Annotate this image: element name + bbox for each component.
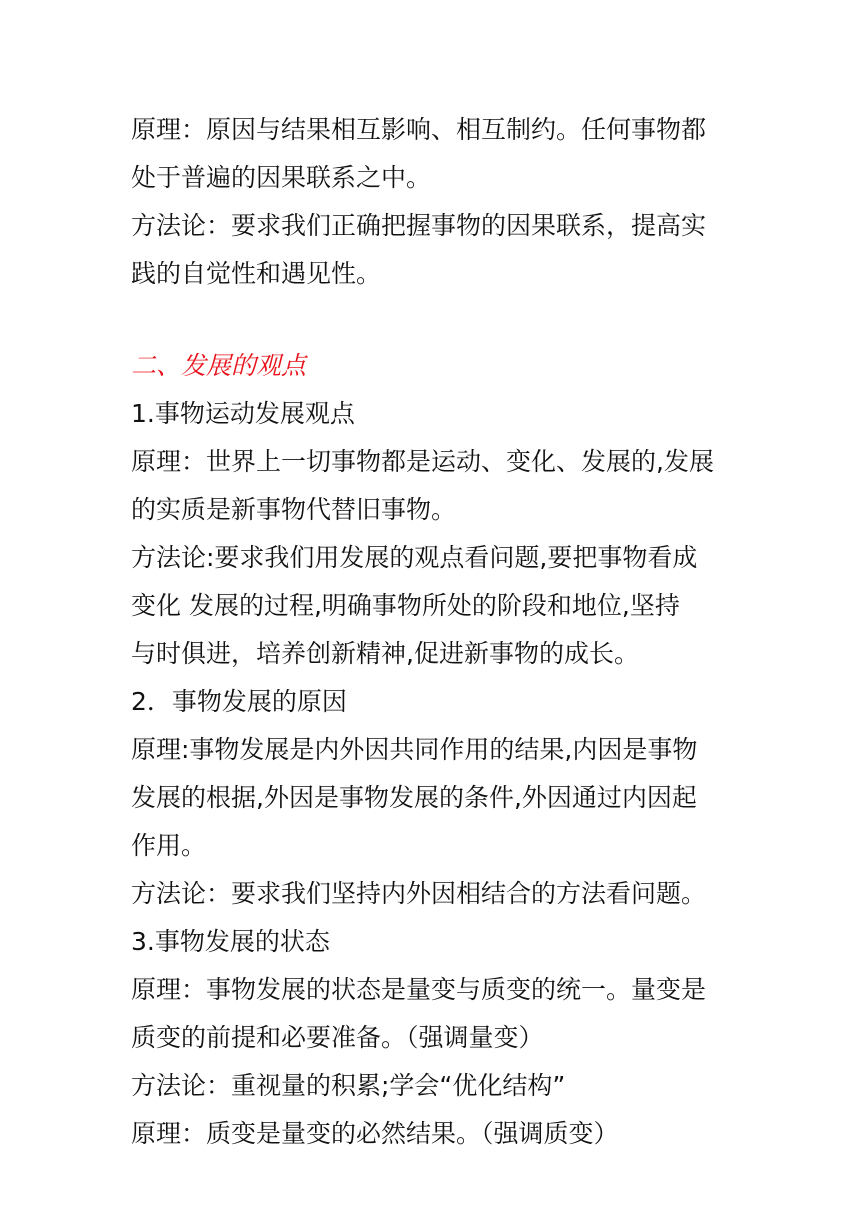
text-line: 践的自觉性和遇见性。 [131,259,382,288]
text-line: 方法论：重视量的积累;学会“优化结构” [131,1071,566,1100]
text-line: 方法论：要求我们坚持内外因相结合的方法看问题。 [131,879,707,908]
section-spacer [131,298,741,342]
text-line: 原理：质变是量变的必然结果。（强调质变） [131,1119,619,1148]
text-line: 原理:事物发展是内外因共同作用的结果,内因是事物 [131,735,698,764]
text-line: 方法论：要求我们正确把握事物的因果联系，提高实 [131,211,707,240]
text-line: 作用。 [131,831,207,860]
text-line: 原理：事物发展的状态是量变与质变的统一。量变是 [131,975,707,1004]
subheading: 2．事物发展的原因 [131,687,347,716]
text-line: 原理：原因与结果相互影响、相互制约。任何事物都 [131,115,707,144]
document-page [131,106,741,1158]
subheading: 3.事物发展的状态 [131,927,330,956]
text-line: 质变的前提和必要准备。（强调量变） [131,1023,544,1052]
text-line: 的实质是新事物代替旧事物。 [131,495,457,524]
text-line: 方法论:要求我们用发展的观点看问题,要把事物看成 [131,543,698,572]
section-heading: 二、发展的观点 [131,351,307,380]
text-line: 处于普遍的因果联系之中。 [131,163,432,192]
text-line: 原理：世界上一切事物都是运动、变化、发展的,发展 [131,447,714,476]
text-line: 变化 发展的过程,明确事物所处的阶段和地位,坚持 [131,591,680,620]
text-line: 发展的根据,外因是事物发展的条件,外因通过内因起 [131,783,697,812]
subheading: 1.事物运动发展观点 [131,399,355,428]
text-line: 与时俱进，培养创新精神,促进新事物的成长。 [131,639,639,668]
